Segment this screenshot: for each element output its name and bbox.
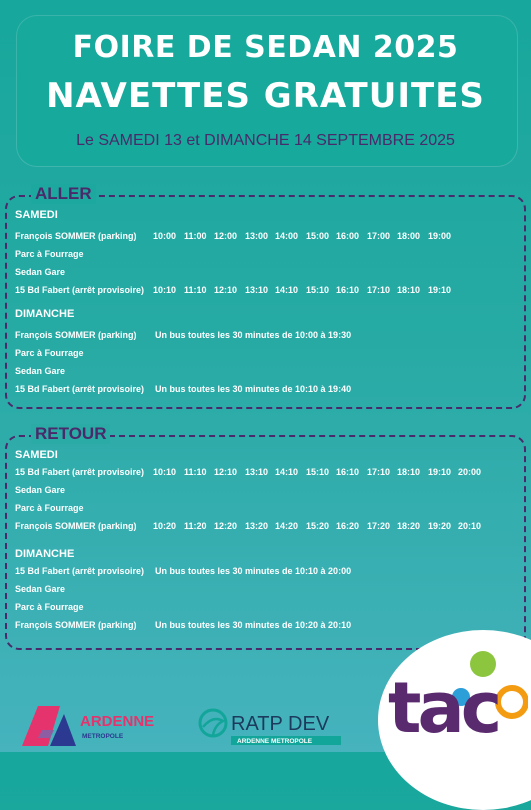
stop-name: François SOMMER (parking) — [15, 620, 137, 630]
stop-name: Sedan Gare — [15, 485, 66, 495]
timetable-row — [15, 602, 530, 616]
stop-name: 15 Bd Fabert (arrêt provisoire) — [15, 467, 145, 477]
aller-title: ALLER — [31, 184, 96, 204]
departure-time: 11:00 — [184, 231, 207, 241]
departure-time: 15:10 — [306, 467, 330, 477]
retour-sunday-label: DIMANCHE — [15, 548, 75, 560]
departure-time: 16:10 — [336, 467, 360, 477]
timetable-row — [15, 467, 530, 481]
departure-time: 11:10 — [184, 467, 207, 477]
ratp-logo-name: RATP DEV — [231, 713, 330, 735]
departure-time: 17:20 — [367, 521, 391, 531]
departure-time: 15:20 — [306, 521, 330, 531]
timetable-row — [15, 330, 530, 344]
departure-time: 11:10 — [184, 285, 207, 295]
departure-time: 17:00 — [367, 231, 391, 241]
departure-time: 17:10 — [367, 467, 391, 477]
stop-name: Parc à Fourrage — [15, 503, 84, 513]
departure-time: 13:10 — [245, 285, 269, 295]
departure-time: 19:20 — [428, 521, 452, 531]
timetable-row — [15, 620, 530, 634]
departure-time: 12:10 — [214, 285, 238, 295]
aller-section — [5, 184, 526, 409]
stop-name: François SOMMER (parking) — [15, 521, 137, 531]
departure-time: 10:20 — [153, 521, 177, 531]
departure-time: 18:00 — [397, 231, 421, 241]
departure-time: 18:20 — [397, 521, 421, 531]
timetable-row — [15, 485, 530, 499]
departure-time: 12:10 — [214, 467, 238, 477]
departure-time: 11:20 — [184, 521, 207, 531]
timetable-row — [15, 521, 530, 535]
departure-time: 12:20 — [214, 521, 238, 531]
stop-name: 15 Bd Fabert (arrêt provisoire) — [15, 384, 145, 394]
departure-time: 16:10 — [336, 285, 360, 295]
stop-name: François SOMMER (parking) — [15, 330, 137, 340]
frequency-note: Un bus toutes les 30 minutes de 10:10 à 20:00 — [155, 566, 352, 576]
stop-name: Parc à Fourrage — [15, 348, 84, 358]
timetable-row — [15, 384, 530, 398]
frequency-note: Un bus toutes les 30 minutes de 10:20 à 20:10 — [155, 620, 352, 630]
departure-time: 19:10 — [428, 285, 452, 295]
timetable-row — [15, 267, 530, 281]
tac-logo-name: tac — [388, 667, 499, 740]
title-line-2: NAVETTES GRATUITES — [46, 76, 485, 116]
tac-logo — [388, 640, 528, 740]
stop-name: 15 Bd Fabert (arrêt provisoire) — [15, 566, 145, 576]
stop-name: François SOMMER (parking) — [15, 231, 137, 241]
timetable-row — [15, 584, 530, 598]
stop-name: Parc à Fourrage — [15, 249, 84, 259]
retour-saturday-label: SAMEDI — [15, 449, 58, 461]
departure-time: 10:10 — [153, 285, 177, 295]
frequency-note: Un bus toutes les 30 minutes de 10:10 à 19:40 — [155, 384, 352, 394]
departure-time: 18:10 — [397, 285, 421, 295]
departure-time: 13:20 — [245, 521, 269, 531]
departure-time: 16:00 — [336, 231, 360, 241]
stop-name: Sedan Gare — [15, 366, 66, 376]
departure-time: 15:10 — [306, 285, 330, 295]
departure-time: 14:10 — [275, 285, 299, 295]
aller-sunday-label: DIMANCHE — [15, 308, 75, 320]
departure-time: 17:10 — [367, 285, 391, 295]
retour-title: RETOUR — [31, 424, 110, 444]
aller-saturday-label: SAMEDI — [15, 209, 58, 221]
ardenne-logo-sub: METROPOLE — [82, 733, 124, 740]
stop-name: 15 Bd Fabert (arrêt provisoire) — [15, 285, 145, 295]
timetable-row — [15, 249, 530, 263]
title-line-1: FOIRE DE SEDAN 2025 — [72, 30, 459, 65]
departure-time: 15:00 — [306, 231, 330, 241]
departure-time: 14:20 — [275, 521, 299, 531]
timetable-row — [15, 348, 530, 362]
stop-name: Sedan Gare — [15, 584, 66, 594]
timetable-row — [15, 231, 530, 245]
departure-time: 18:10 — [397, 467, 421, 477]
frequency-note: Un bus toutes les 30 minutes de 10:00 à 19:30 — [155, 330, 352, 340]
departure-time: 10:00 — [153, 231, 177, 241]
timetable-row — [15, 503, 530, 517]
departure-time: 10:10 — [153, 467, 177, 477]
departure-time: 20:10 — [458, 521, 482, 531]
timetable-row — [15, 285, 530, 299]
stop-name: Sedan Gare — [15, 267, 66, 277]
ratp-dev-logo — [195, 703, 345, 748]
timetable-row — [15, 366, 530, 380]
stop-name: Parc à Fourrage — [15, 602, 84, 612]
ratp-logo-sub: ARDENNE METROPOLE — [237, 738, 313, 745]
departure-time: 19:10 — [428, 467, 452, 477]
departure-time: 13:10 — [245, 467, 269, 477]
departure-time: 19:00 — [428, 231, 452, 241]
ardenne-logo-name: ARDENNE — [80, 713, 155, 730]
timetable-row — [15, 566, 530, 580]
departure-time: 12:00 — [214, 231, 238, 241]
departure-time: 14:10 — [275, 467, 299, 477]
departure-time: 14:00 — [275, 231, 299, 241]
departure-time: 13:00 — [245, 231, 269, 241]
retour-section — [5, 424, 526, 650]
event-dates: Le SAMEDI 13 et DIMANCHE 14 SEPTEMBRE 2025 — [76, 132, 455, 149]
departure-time: 16:20 — [336, 521, 360, 531]
departure-time: 20:00 — [458, 467, 482, 477]
ardenne-metropole-logo — [20, 700, 180, 748]
